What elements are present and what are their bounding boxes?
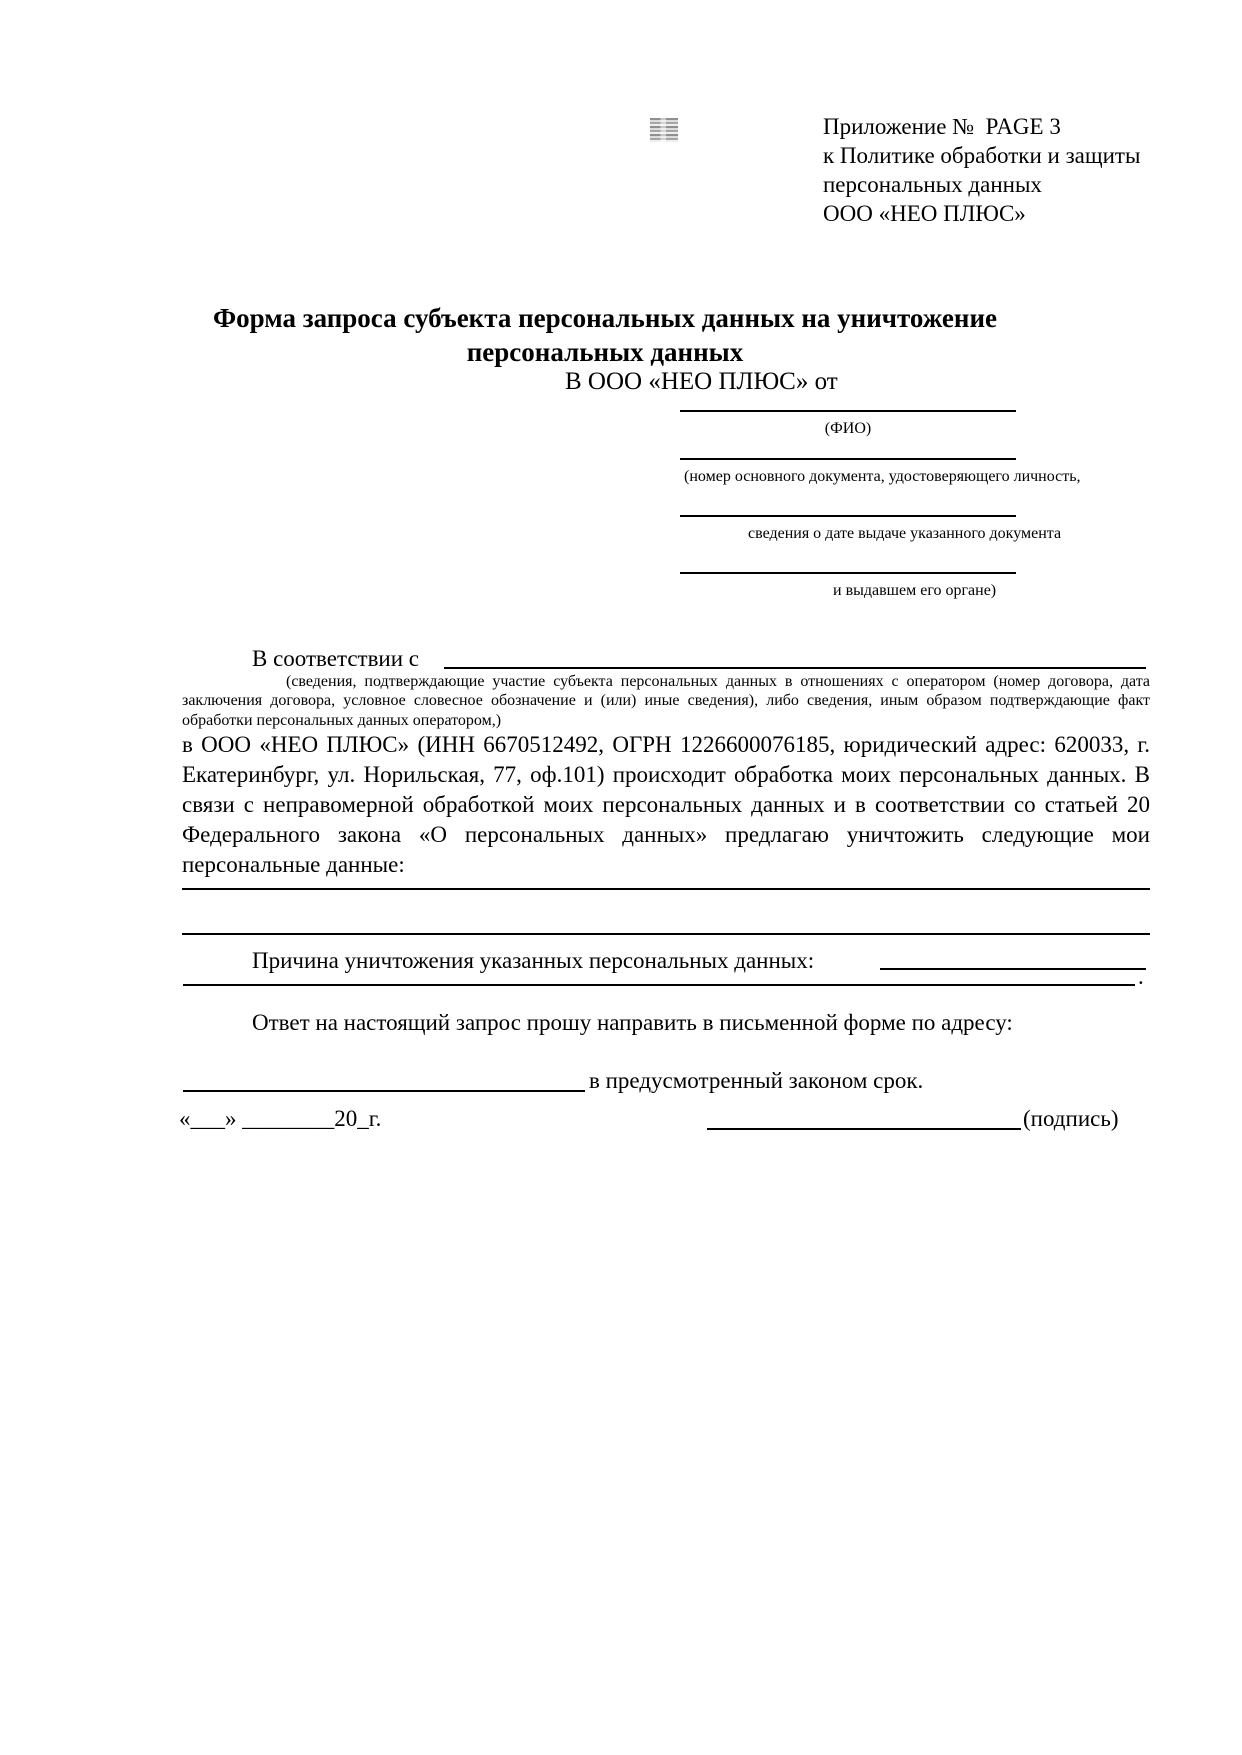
data-to-destroy-blank-line-1[interactable] bbox=[182, 888, 1150, 890]
broken-image-artifact-icon bbox=[650, 118, 678, 142]
response-text: Ответ на настоящий запрос прошу направить в письменной форме по адресу: bbox=[252, 1010, 1013, 1035]
signature-blank-line[interactable] bbox=[707, 1128, 1021, 1130]
reason-continuation-blank-line[interactable] bbox=[183, 984, 1135, 986]
accordance-blank-line[interactable] bbox=[444, 667, 1146, 669]
title-line-1: Форма запроса субъекта персональных данных на уничтожение bbox=[212, 303, 998, 333]
id-document-number-caption: (номер основного документа, удостоверяющего личность, bbox=[684, 468, 1081, 485]
header-personal-data-line: персональных данных bbox=[823, 172, 1042, 197]
issue-date-caption: сведения о дате выдаче указанного документа bbox=[748, 525, 1062, 542]
address-blank-line[interactable] bbox=[183, 1090, 585, 1092]
response-suffix: в предусмотренный законом срок. bbox=[589, 1068, 924, 1093]
main-paragraph: в ООО «НЕО ПЛЮС» (ИНН 6670512492, ОГРН 1226600076185, юридический адрес: 620033, г. Екатеринбург, ул. Норильская, 77, оф.101) происходит обработка моих персональных данных. В связи с неправомерной обработкой моих персональных данных и в соответствии со статьей 20 Федерального закона «О персональных данных» предлагаю уничтожить следующие мои персональные данные: bbox=[182, 732, 1150, 877]
header-appendix-line: Приложение № PAGE 3 bbox=[823, 114, 1061, 139]
participation-note: (сведения, подтверждающие участие субъекта персональных данных в отношениях с оператором (номер договора, дата заключения договора, условное словесное обозначение и (или) иные сведения), либо сведения, иным образом подтверждающие факт обработки персональных данных оператором,) bbox=[182, 673, 1150, 729]
fio-caption: (ФИО) bbox=[824, 420, 872, 437]
issuing-authority-caption: и выдавшем его органе) bbox=[833, 582, 997, 599]
reason-line-period: . bbox=[1138, 964, 1144, 989]
data-to-destroy-blank-line-2[interactable] bbox=[182, 933, 1150, 935]
issue-date-blank-line[interactable] bbox=[680, 515, 1016, 517]
issuing-authority-blank-line[interactable] bbox=[680, 572, 1016, 574]
id-document-number-blank-line[interactable] bbox=[680, 458, 1016, 460]
header-org-line: ООО «НЕО ПЛЮС» bbox=[823, 201, 1026, 226]
accordance-label: В соответствии с bbox=[252, 646, 420, 671]
reason-blank-line[interactable] bbox=[880, 968, 1146, 970]
fio-blank-line[interactable] bbox=[680, 410, 1016, 412]
signature-caption: (подпись) bbox=[1023, 1106, 1119, 1131]
header-policy-line: к Политике обработки и защиты bbox=[823, 143, 1141, 168]
date-blank-field[interactable]: «___» ________20_г. bbox=[179, 1106, 382, 1131]
title-line-2: персональных данных bbox=[466, 337, 744, 367]
document-title bbox=[160, 301, 1050, 369]
reason-label: Причина уничтожения указанных персональных данных: bbox=[252, 948, 815, 973]
addressee-line: В ООО «НЕО ПЛЮС» от bbox=[565, 368, 838, 395]
header-note bbox=[823, 112, 1140, 228]
